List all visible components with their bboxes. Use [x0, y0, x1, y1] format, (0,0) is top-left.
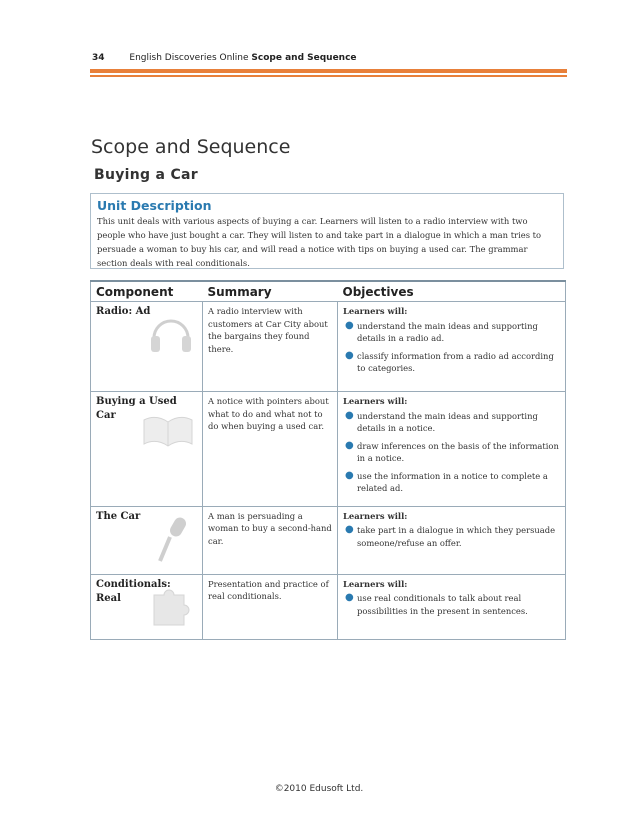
list-item: ● draw inferences on the basis of the information in a notice. [345, 439, 559, 463]
objectives-lead: Learners will: [343, 306, 408, 316]
component-label: The Car [96, 510, 141, 522]
column-header: Summary [203, 281, 338, 302]
unit-title: Buying a Car [94, 167, 198, 183]
bullet-icon: ● [345, 319, 354, 331]
objectives-cell [338, 506, 566, 574]
running-header [92, 53, 357, 63]
objectives-cell [338, 574, 566, 639]
column-header: Objectives [338, 281, 566, 302]
page-title: Scope and Sequence [91, 136, 291, 158]
summary-cell: A man is persuading a woman to buy a second-hand car. [203, 506, 338, 574]
header-title: English Discoveries Online [129, 53, 249, 63]
table-row [91, 302, 566, 392]
component-cell [91, 506, 203, 574]
bullet-icon: ● [345, 592, 354, 603]
list-item: ● take part in a dialogue in which they persuade someone/refuse an offer. [345, 524, 556, 548]
objectives-list [343, 592, 560, 617]
objectives-lead: Learners will: [343, 510, 408, 521]
table-header-row [91, 281, 566, 302]
column-header: Component [91, 281, 203, 302]
header-rule-thick [90, 69, 567, 73]
table-row [91, 392, 566, 507]
component-cell [91, 574, 203, 639]
objectives-list [343, 320, 560, 375]
component-label: Conditionals: Real [96, 578, 171, 604]
header-title-bold: Scope and Sequence [251, 53, 357, 63]
list-item: ● classify information from a radio ad according to categories. [345, 349, 554, 373]
list-item: ● use the information in a notice to complete a related ad. [345, 469, 548, 493]
objectives-list [343, 524, 560, 549]
list-item: ● understand the main ideas and supporting details in a notice. [345, 409, 538, 433]
objectives-cell [338, 302, 566, 392]
summary-cell: A notice with pointers about what to do and what not to do when buying a used car. [203, 392, 338, 507]
table-row [91, 574, 566, 639]
bullet-icon: ● [345, 439, 354, 451]
objectives-lead: Learners will: [343, 396, 408, 406]
microphone-icon [150, 513, 194, 570]
unit-description-box [90, 193, 564, 269]
objectives-lead: Learners will: [343, 578, 408, 589]
unit-description-heading: Unit Description [97, 198, 212, 213]
bullet-icon: ● [345, 409, 354, 421]
objectives-cell [338, 392, 566, 507]
bullet-icon: ● [345, 524, 354, 535]
bullet-icon: ● [345, 349, 354, 361]
component-label: Buying a Used Car [96, 396, 177, 421]
bullet-icon: ● [345, 469, 354, 481]
puzzle-piece-icon [146, 581, 194, 636]
open-book-icon [142, 410, 194, 455]
list-item: ● understand the main ideas and supporting details in a radio ad. [345, 319, 538, 343]
scope-table [90, 280, 566, 640]
component-cell [91, 392, 203, 507]
summary-cell: A radio interview with customers at Car City about the bargains they found there. [203, 302, 338, 392]
component-cell [91, 302, 203, 392]
unit-description-text: This unit deals with various aspects of buying a car. Learners will listen to a radio interview with two people who have just bought a car. They will listen to and take part in a dialogue in which a man tries to persuade a woman to buy his car, and will read a notice with tips on buying a used car. The grammar section deals with real conditionals. [97, 216, 542, 268]
page-number: 34 [92, 53, 105, 63]
headphones-icon [148, 308, 194, 363]
page-footer: ©2010 Edusoft Ltd. [274, 784, 364, 794]
summary-cell: Presentation and practice of real conditionals. [203, 574, 338, 639]
objectives-list [343, 410, 560, 495]
component-label: Radio: Ad [96, 306, 151, 317]
list-item: ● use real conditionals to talk about real possibilities in the present in sentences. [345, 592, 528, 616]
header-rule-thin [90, 75, 567, 77]
table-row [91, 506, 566, 574]
